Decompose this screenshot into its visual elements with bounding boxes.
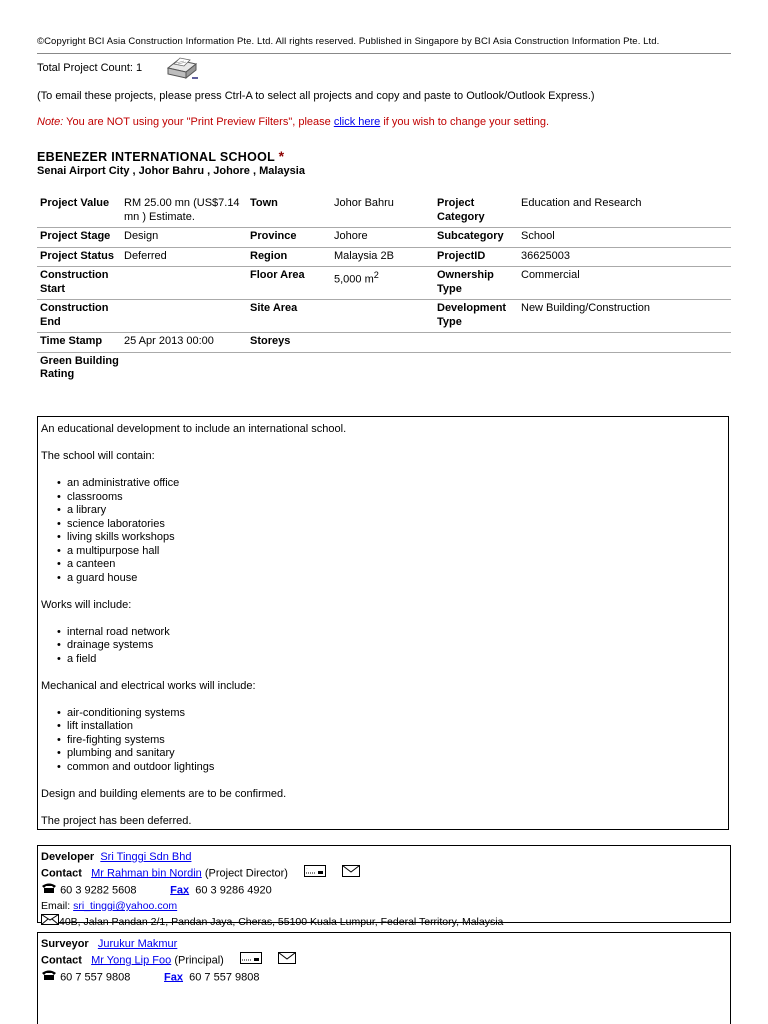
developer-role-label: Developer [41, 851, 95, 863]
description-paragraph: The project has been deferred. [41, 814, 192, 827]
description-paragraph: Design and building elements are to be confirmed. [41, 787, 287, 800]
ownership-label: Ownership Type [434, 267, 518, 300]
green-building-label: Green Building Rating [40, 354, 119, 380]
list-item: • a canteen [67, 558, 725, 572]
list-item: • air-conditioning systems [67, 707, 725, 721]
construction-start-label: Construction Start [37, 267, 121, 300]
description-paragraph: An educational development to include an international school. [41, 423, 347, 435]
developer-address: 40B, Jalan Pandan 2/1, Pandan Jaya, Cheras, 55100 Kuala Lumpur, Federal Territory, Malaysia [59, 915, 504, 928]
info-row [37, 300, 731, 333]
info-row [37, 267, 731, 300]
floor-area-label: Floor Area [247, 267, 331, 300]
category-label: Project Category [434, 195, 518, 228]
project-info-table [37, 195, 731, 385]
floor-area-unit-sup: 2 [373, 270, 379, 280]
contact-label: Contact [41, 867, 82, 880]
time-stamp-value: 25 Apr 2013 00:00 [121, 333, 247, 353]
print-preview-note [37, 116, 549, 128]
phone-icon [41, 969, 57, 986]
surveyor-phone: 60 7 557 9808 [60, 971, 131, 984]
storeys-value [331, 333, 434, 353]
region-label: Region [247, 247, 331, 267]
copyright-text: ©Copyright BCI Asia Construction Information Pte. Ltd. All rights reserved. Published in Singapore by BCI Asia Construction Information Pte. Ltd. [37, 36, 660, 47]
developer-contact-box [37, 845, 731, 928]
list-item: • a library [67, 504, 725, 518]
description-list [41, 626, 725, 667]
list-item: • drainage systems [67, 639, 725, 653]
construction-start-value [121, 267, 247, 300]
projectid-label: ProjectID [434, 247, 518, 267]
phone-icon [41, 882, 57, 899]
list-item: • classrooms [67, 491, 725, 505]
construction-end-label: Construction End [37, 300, 121, 333]
developer-email-link[interactable]: sri_tinggi@yahoo.com [73, 900, 178, 912]
divider [37, 53, 731, 54]
email-label: Email: [41, 900, 71, 912]
description-paragraph: Works will include: [41, 598, 132, 611]
description-paragraph: Mechanical and electrical works will include: [41, 679, 256, 692]
email-envelope-icon[interactable] [342, 865, 360, 882]
region-value: Malaysia 2B [331, 247, 434, 267]
note-text: You are NOT using your "Print Preview Filters", please [63, 116, 334, 128]
storeys-label: Storeys [247, 333, 331, 353]
developer-contact-position: (Project Director) [204, 867, 288, 880]
province-value: Johore [331, 228, 434, 248]
list-item: • a guard house [67, 572, 725, 586]
vcard-icon[interactable] [304, 865, 326, 882]
site-area-value [331, 300, 434, 333]
construction-end-value [121, 300, 247, 333]
info-row [37, 228, 731, 248]
info-row [37, 195, 731, 228]
surveyor-contact-box [37, 932, 731, 1024]
fax-link[interactable]: Fax [170, 884, 190, 897]
project-title [37, 148, 284, 164]
province-label: Province [247, 228, 331, 248]
note-text-end: if you wish to change your setting. [380, 116, 550, 128]
list-item: • science laboratories [67, 518, 725, 532]
click-here-link[interactable]: click here [333, 116, 381, 128]
list-item: • internal road network [67, 626, 725, 640]
fax-link[interactable]: Fax [164, 971, 184, 984]
ownership-value: Commercial [518, 267, 731, 300]
projectid-value: 36625003 [518, 247, 731, 267]
project-location: Senai Airport City , Johor Bahru , Johore , Malaysia [37, 165, 305, 177]
developer-contact-link[interactable]: Mr Rahman bin Nordin [91, 867, 202, 880]
stage-label: Project Stage [37, 228, 121, 248]
floor-area-number: 5,000 m [334, 273, 374, 286]
subcategory-value: School [518, 228, 731, 248]
town-value: Johor Bahru [331, 195, 434, 228]
category-value: Education and Research [518, 195, 731, 228]
project-value-label: Project Value [37, 195, 121, 228]
development-type-label: Development Type [434, 300, 518, 333]
status-label: Project Status [37, 247, 121, 267]
email-instructions: (To email these projects, please press Ctrl-A to select all projects and copy and paste to Outlook/Outlook Express.) [37, 90, 595, 102]
description-list [41, 707, 725, 775]
list-item: • living skills workshops [67, 531, 725, 545]
list-item: • fire-fighting systems [67, 734, 725, 748]
info-row [37, 352, 731, 385]
printer-icon[interactable] [162, 56, 200, 85]
note-label: Note: [37, 116, 64, 128]
development-type-value: New Building/Construction [518, 300, 731, 333]
list-item: • a field [67, 653, 725, 667]
info-row [37, 333, 731, 353]
subcategory-label: Subcategory [434, 228, 518, 248]
list-item: • plumbing and sanitary [67, 747, 725, 761]
project-description [37, 416, 729, 830]
vcard-icon[interactable] [240, 952, 262, 969]
description-list [41, 477, 725, 585]
surveyor-role-label: Surveyor [41, 938, 89, 950]
total-project-count: Total Project Count: 1 [37, 62, 143, 74]
time-stamp-label: Time Stamp [37, 333, 121, 353]
surveyor-contact-link[interactable]: Mr Yong Lip Foo [91, 954, 172, 967]
email-envelope-icon[interactable] [278, 952, 296, 969]
surveyor-fax: 60 7 557 9808 [189, 971, 260, 984]
info-row [37, 247, 731, 267]
status-value: Deferred [121, 247, 247, 267]
surveyor-contact-position: (Principal) [174, 954, 224, 967]
list-item: • an administrative office [67, 477, 725, 491]
stage-value: Design [121, 228, 247, 248]
list-item: • lift installation [67, 720, 725, 734]
site-area-label: Site Area [247, 300, 331, 333]
address-envelope-icon [41, 914, 59, 930]
list-item: • common and outdoor lightings [67, 761, 725, 775]
floor-area-value [331, 267, 434, 300]
list-item: • a multipurpose hall [67, 545, 725, 559]
surveyor-company-link[interactable]: Jurukur Makmur [97, 938, 178, 950]
star-icon: * [278, 148, 285, 164]
developer-company-link[interactable]: Sri Tinggi Sdn Bhd [100, 851, 192, 863]
project-value: RM 25.00 mn (US$7.14 mn ) Estimate. [121, 195, 247, 228]
contact-label: Contact [41, 954, 82, 967]
developer-fax: 60 3 9286 4920 [195, 884, 272, 897]
town-label: Town [247, 195, 331, 228]
description-paragraph: The school will contain: [41, 450, 155, 462]
project-name: EBENEZER INTERNATIONAL SCHOOL [37, 150, 275, 164]
developer-phone: 60 3 9282 5608 [60, 884, 137, 897]
